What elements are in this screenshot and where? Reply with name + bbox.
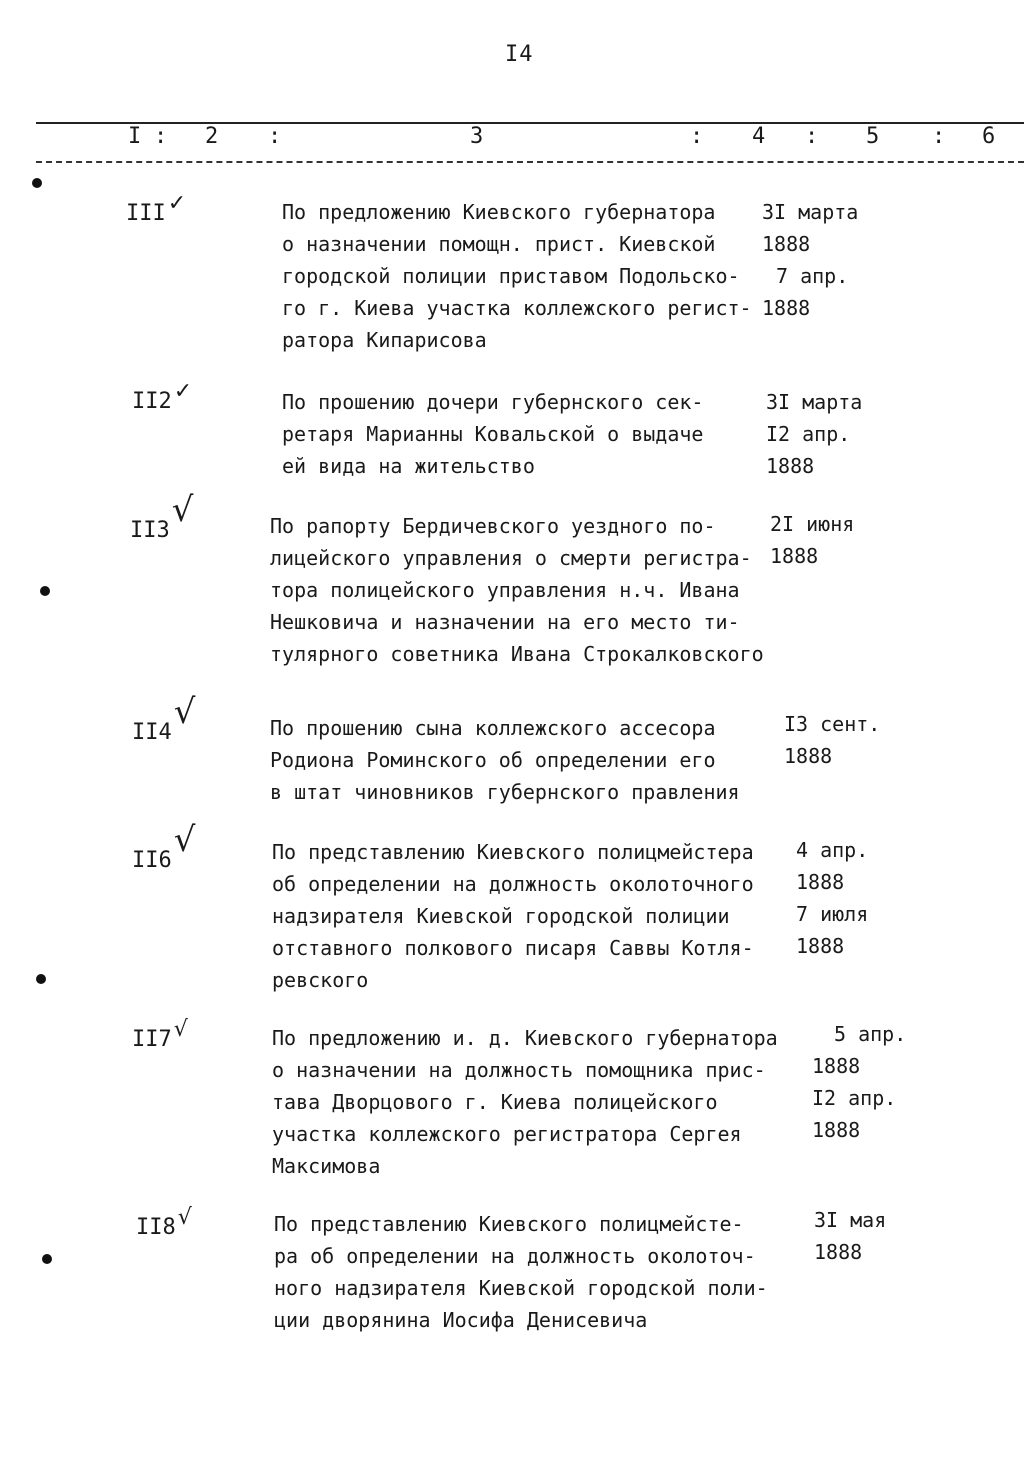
entry-description: По прошению сына коллежского ассесора Родиона Роминского об определении его в штат чиновников губернского правления: [270, 716, 740, 804]
entry-number: II8√: [136, 1205, 192, 1240]
entry-number: II4√: [132, 692, 196, 745]
entry-number: II7√: [132, 1017, 188, 1052]
col-separator: :: [932, 124, 946, 149]
entry-description: По предложению и. д. Киевского губернатора о назначении на должность помощника прис- тава Дворцового г. Киева полицейского участка коллежского регистратора Сергея Максимова: [272, 1026, 778, 1178]
entry-dates: 3I марта I2 апр. 1888: [766, 390, 863, 478]
check-mark-icon: √: [171, 490, 194, 530]
entry-dates: 3I марта 1888 7 апр. 1888: [762, 200, 859, 320]
entry-number: II6√: [132, 820, 196, 873]
check-mark-icon: √: [173, 1017, 188, 1042]
entry-description: По представлению Киевского полицмейсте- ра об определении на должность околоточ- ного надзирателя Киевской городской поли- ции дворянина Иосифа Денисевича: [274, 1212, 768, 1332]
check-mark-icon: √: [173, 692, 196, 732]
entry-dates: 2I июня 1888: [770, 512, 855, 568]
check-mark-icon: √: [177, 1205, 192, 1230]
entry-description: По прошению дочери губернского сек- ретаря Марианны Ковальской о выдаче ей вида на жительство: [282, 390, 704, 478]
check-mark-icon: √: [173, 820, 196, 860]
entry-dates: I3 сент. 1888: [784, 712, 881, 768]
col-header-4: 4: [752, 124, 766, 149]
col-header-3: 3: [470, 124, 484, 149]
entry-dates: 3I мая 1888: [814, 1208, 887, 1264]
binder-hole: [42, 1254, 52, 1264]
col-header-6: 6: [982, 124, 996, 149]
check-mark-icon: ✓: [173, 379, 193, 404]
entry-number: III✓: [126, 191, 187, 226]
entry-number: II2✓: [132, 379, 193, 414]
check-mark-icon: ✓: [167, 191, 187, 216]
col-separator: :: [268, 124, 282, 149]
entry-number: II3√: [130, 490, 194, 543]
binder-hole: [36, 974, 46, 984]
entry-description: По представлению Киевского полицмейстера об определении на должность околоточного надзирателя Киевской городской полиции отставного полкового писаря Саввы Котля- ревского: [272, 840, 754, 992]
col-separator: :: [154, 124, 168, 149]
entry-dates: 4 апр. 1888 7 июля 1888: [796, 838, 869, 958]
table-header-rule: [36, 161, 1024, 163]
col-header-2: 2: [205, 124, 219, 149]
entry-description: По рапорту Бердичевского уездного по- лицейского управления о смерти регистра- тора полицейского управления н.ч. Ивана Нешковича и назначении на его место ти- тулярного советника Ивана Строкалковского: [270, 514, 764, 666]
binder-hole: [32, 178, 42, 188]
page-number: I4: [505, 42, 534, 67]
col-separator: :: [690, 124, 704, 149]
col-separator: :: [805, 124, 819, 149]
col-header-5: 5: [866, 124, 880, 149]
col-header-1: I: [128, 124, 142, 149]
entry-description: По предложению Киевского губернатора о назначении помощн. прист. Киевской городской полиции приставом Подольско- го г. Киева участка коллежского регист- ратора Кипарисова: [282, 200, 752, 352]
binder-hole: [40, 586, 50, 596]
entry-dates: 5 апр. 1888 I2 апр. 1888: [812, 1022, 907, 1142]
